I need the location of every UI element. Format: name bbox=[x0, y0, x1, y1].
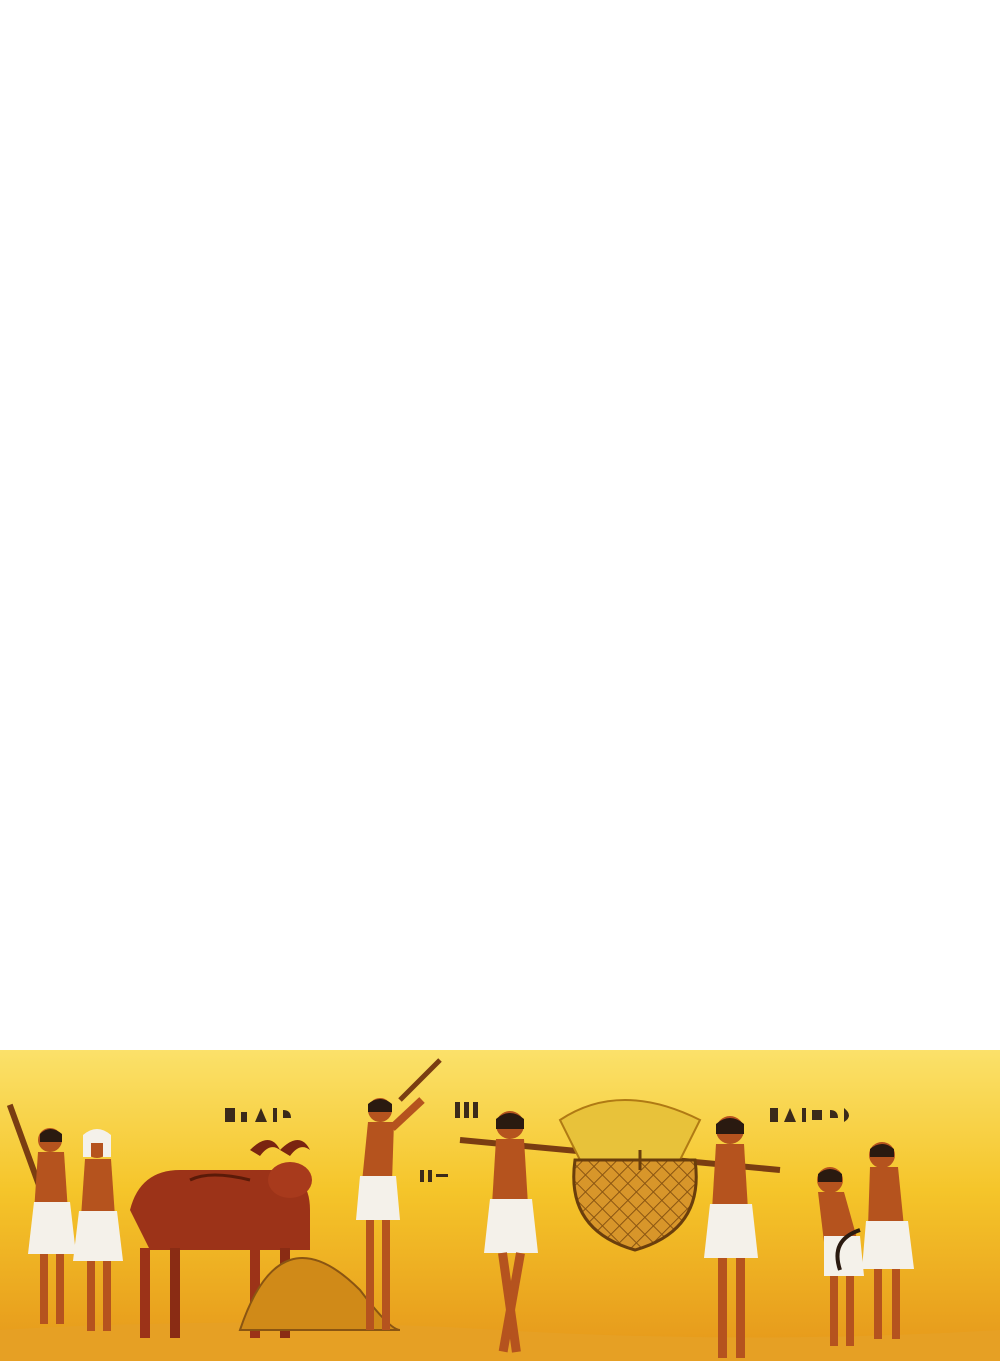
harvest-illustration bbox=[0, 1030, 1000, 1361]
harvest-scene bbox=[0, 1030, 1000, 1361]
hieroglyph-icon bbox=[455, 1102, 478, 1118]
